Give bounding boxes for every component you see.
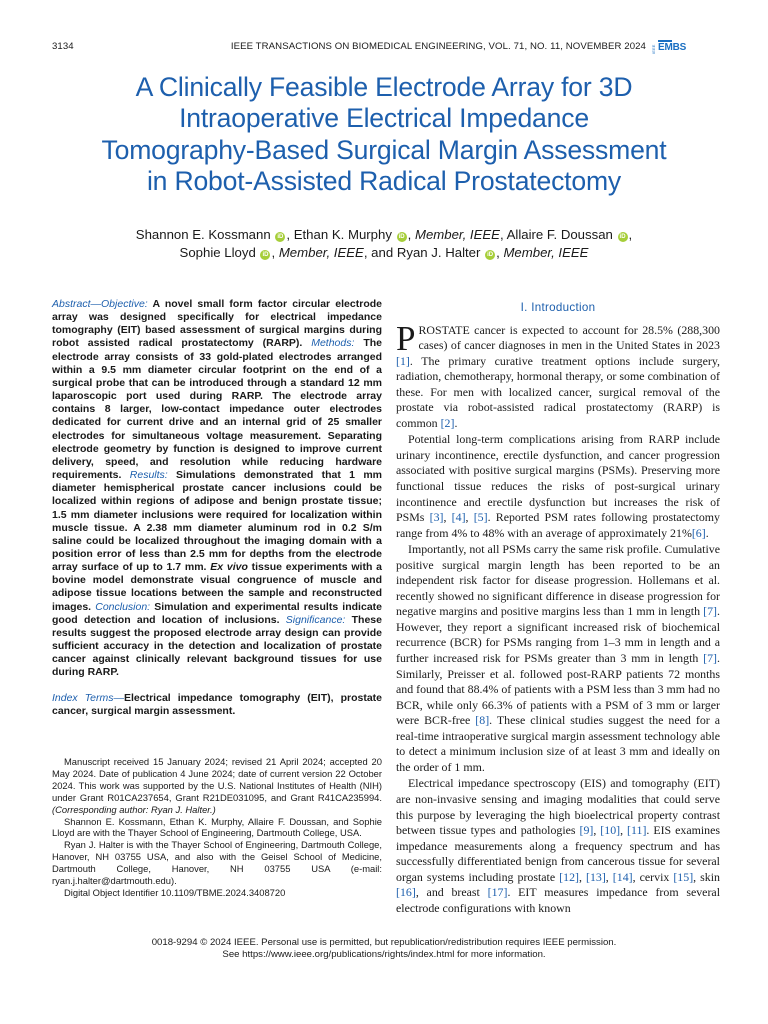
citation-link[interactable]: [11] [627,823,647,838]
exvivo-label: Ex vivo [210,561,248,574]
text: , and breast [415,885,488,900]
page-number: 3134 [52,41,74,52]
paragraph [396,318,720,432]
citation-link[interactable]: [10] [600,823,621,838]
affiliation-note: Shannon E. Kossmann, Ethan K. Murphy, Allaire F. Doussan, and Sophie Lloyd are with the Thayer School of Engineering, Dartmouth College, USA. [52,815,382,839]
running-header [0,41,768,57]
text: , [465,510,474,525]
right-column [396,298,720,917]
citation-link[interactable]: [2] [440,415,455,430]
paragraph [396,542,720,775]
paper-title [40,72,728,198]
results-label: Results: [129,469,168,482]
separator: , [271,245,276,260]
orcid-icon[interactable]: iD [277,234,284,240]
orcid-icon[interactable]: iD [398,234,405,240]
author-line-1 [60,226,708,244]
manuscript-dates: Manuscript received 15 January 2024; revised 21 April 2024; accepted 20 May 2024. Date of publication 4 June 2024; date of current version 22 October 2024. This work was supported by the U.S. National Institutes of Health (NIH) under Grant R01CA237654, Grant R21DE031095, and Grant R41CA235994. [52,756,382,803]
title-line: Intraoperative Electrical Impedance [179,103,589,134]
separator: , [496,245,500,260]
orcid-icon[interactable]: iD [262,252,269,258]
text: , [578,869,586,884]
text: . Reported PSM rates following prostatectomy range from 4% to 48% with an average of approximately 21% [396,510,720,540]
member-label: Member, IEEE [414,227,500,242]
author-name: Allaire F. Doussan [506,227,613,242]
separator: , [499,227,504,242]
paragraph [396,432,720,541]
text: . [705,525,709,540]
member-label: Member, IEEE [278,245,364,260]
embs-logo-text: EMBS [658,42,687,53]
text: Importantly, not all PSMs carry the same risk profile. Cumulative positive surgical margin length has been reported to be an independent risk factor for disease progression. Hollemans et al. recently showed no significant difference in disease progression for negative margins and positive margins less than 1 mm in length [396,542,720,619]
abstract-label: Abstract—Objective: [52,298,148,310]
citation-link[interactable]: [8] [475,713,490,728]
text: Potential long-term complications arising from RARP include urinary incontinence, erectile dysfunction, and cancer progression associated with positive surgical margins (PSMs). Preserving more functional tissue reduces the risks of post-surgical urinary incontinence and erectile dysfunction but increases the risk of PSMs [396,432,720,525]
orcid-icon[interactable]: iD [619,234,626,240]
separator: , [407,227,412,242]
citation-link[interactable]: [9] [579,823,594,838]
citation-link[interactable]: [1] [396,353,410,368]
author-list [60,226,708,262]
index-terms-label: Index Terms— [52,691,124,704]
citation-link[interactable]: [7] [703,604,718,619]
methods-label: Methods: [311,337,355,350]
index-terms-text: Electrical impedance tomography (EIT), prostate cancer, surgical margin assessment. [52,691,382,717]
text: , [620,823,628,838]
paragraph [396,776,720,916]
ieee-logo-text: IEEE [651,44,656,54]
text: . EIS examines impedance measurements along a frequency spectrum and has successfully differentiated benign from cancerous tissue for several organ systems including prostate [396,823,720,884]
text: ROSTATE cancer is expected to account for 28.5% (288,300 cases) of cancer diagnoses in men in the United States in 2023 [418,322,720,353]
author-name: Sophie Lloyd [179,245,256,260]
separator: , [286,227,291,242]
index-terms [52,692,382,718]
text: , [593,823,601,838]
citation-link[interactable]: [5] [473,510,488,525]
doi-note[interactable]: Digital Object Identifier 10.1109/TBME.2024.3408720 [64,886,286,898]
abstract-methods: The electrode array consists of 33 gold-plated electrodes arranged within a 9.5 mm diameter circular footprint on the end of a surgical probe that can be introduced through a standard 12 mm laparoscopic port used during RARP. The electrode array contains 8 larger, low-contact impedance outer electrodes dedicated for current drive and an internal grid of 25 smaller electrodes for simultaneous voltage measurement. Separating electrode geometry by function is designed to improve current delivery, speed, and resolution while reducing hardware requirements. [52,337,382,482]
title-line: Tomography-Based Surgical Margin Assessment [101,134,667,165]
abstract-exvivo: tissue experiments with a bovine model demonstrate visual congruence of muscle and adipose tissue locations between the sample and reconstructed images. [52,561,382,613]
manuscript-note [52,756,382,816]
citation-link[interactable]: [14] [612,869,633,884]
separator: , [628,227,633,242]
section-heading: I. Introduction [520,301,596,314]
author-name: Ryan J. Halter [396,245,481,260]
significance-label: Significance: [285,613,346,626]
corresponding-author: (Corresponding author: Ryan J. Halter.) [52,803,216,815]
text: Electrical impedance spectroscopy (EIS) and tomography (EIT) are non-invasive sensing and imaging modalities that could serve this purpose by leveraging the high bioelectrical property contrast between tissue types and pathologies [396,776,720,838]
text: , cervix [632,869,674,884]
citation-link[interactable]: [12] [559,869,579,884]
citation-link[interactable]: [6] [691,525,706,540]
footnotes [52,756,382,899]
text: . However, they report a significant increased risk of biochemical recurrence (BCR) for PSMs ranging from 1–3 mm in length and a further increased risk for PSMs greater than 3 mm in length [396,604,720,666]
abstract [52,298,382,680]
rights-link[interactable]: See https://www.ieee.org/publications/rights/index.html for more information. [222,949,546,960]
citation-link[interactable]: [15] [673,869,694,884]
orcid-icon[interactable]: iD [487,252,494,258]
citation-link[interactable]: [16] [396,885,416,900]
left-column [52,298,382,718]
conjunction: , and [363,245,394,260]
text: . [454,415,458,430]
conclusion-label: Conclusion: [95,600,151,613]
author-name: Shannon E. Kossmann [135,227,271,242]
copyright-notice [0,937,768,961]
copyright-line: 0018-9294 © 2024 IEEE. Personal use is permitted, but republication/redistribution requires IEEE permission. [151,937,617,948]
abstract-objective: A novel small form factor circular electrode array was designed specifically for electrical impedance tomography (EIT) based assessment of surgical margins during robot assisted radical prostatectomy (RARP). [52,298,382,350]
text: , skin [693,869,720,884]
text: , [443,510,452,525]
embs-logo [651,40,687,54]
drop-cap: P [396,318,416,358]
citation-link[interactable]: [3] [429,510,444,525]
citation-link[interactable]: [7] [703,651,718,666]
text: . The primary curative treatment options include surgery, radiation, chemotherapy, hormonal therapy, or some combination of these. For men with localized cancer, surgical removal of the prostate via robot-assisted radical prostatectomy (RARP) is common [396,353,720,430]
abstract-conclusion: Simulation and experimental results indicate good detection and location of inclusions. [52,600,382,626]
text: , [605,869,613,884]
title-line: A Clinically Feasible Electrode Array for 3D [135,72,633,102]
member-label: Member, IEEE [503,245,589,260]
citation-link[interactable]: [4] [451,510,466,525]
abstract-significance: These results suggest the proposed electrode array design can provide sufficient accuracy in the detection and localization of prostate cancer against clinically relevant background tissues for use during RARP. [52,613,382,679]
author-name: Ethan K. Murphy [293,227,392,242]
title-line: in Robot-Assisted Radical Prostatectomy [146,166,622,197]
citation-link[interactable]: [13] [585,869,606,884]
text: . These clinical studies suggest the need for a real-time intraoperative surgical margin assessment technology able to detect a minimum inclusion size of at least 3 mm and ideally on the order of 1 mm. [396,713,720,774]
text: . Similarly, Preisser et al. followed post-RARP patients 72 months and found that 88.4% of patients with a PSM less than 3 mm had no BCR, while only 66.3% of patients with a PSM of 3 mm or larger were BCR-free [396,651,720,728]
affiliation-note: Ryan J. Halter is with the Thayer School of Engineering, Dartmouth College, Hanover, NH 03755 USA, and also with the Geisel School of Medicine, Dartmouth College, Hanover, NH 03755 USA (e-mail: ryan.j.halter@dartmouth.edu). [52,839,382,887]
abstract-results: Simulations demonstrated that 1 mm diameter hemispherical prostate cancer inclusions could be localized within regions of adipose and benign prostate tissue; 1.5 mm diameter inclusions were required for localization within muscle tissue. A 2.38 mm diameter aluminum rod in 0.2 S/m saline could be localized throughout the imaging domain with a position error of less than 2.5 mm for depths from the electrode array surface of up to 1.7 mm. [52,469,382,574]
citation-link[interactable]: [17] [487,885,508,900]
journal-name: IEEE TRANSACTIONS ON BIOMEDICAL ENGINEERING, VOL. 71, NO. 11, NOVEMBER 2024 [230,41,646,52]
author-line-2 [60,244,708,262]
text: . EIT measures impedance from several electrode configurations with known [396,885,720,915]
